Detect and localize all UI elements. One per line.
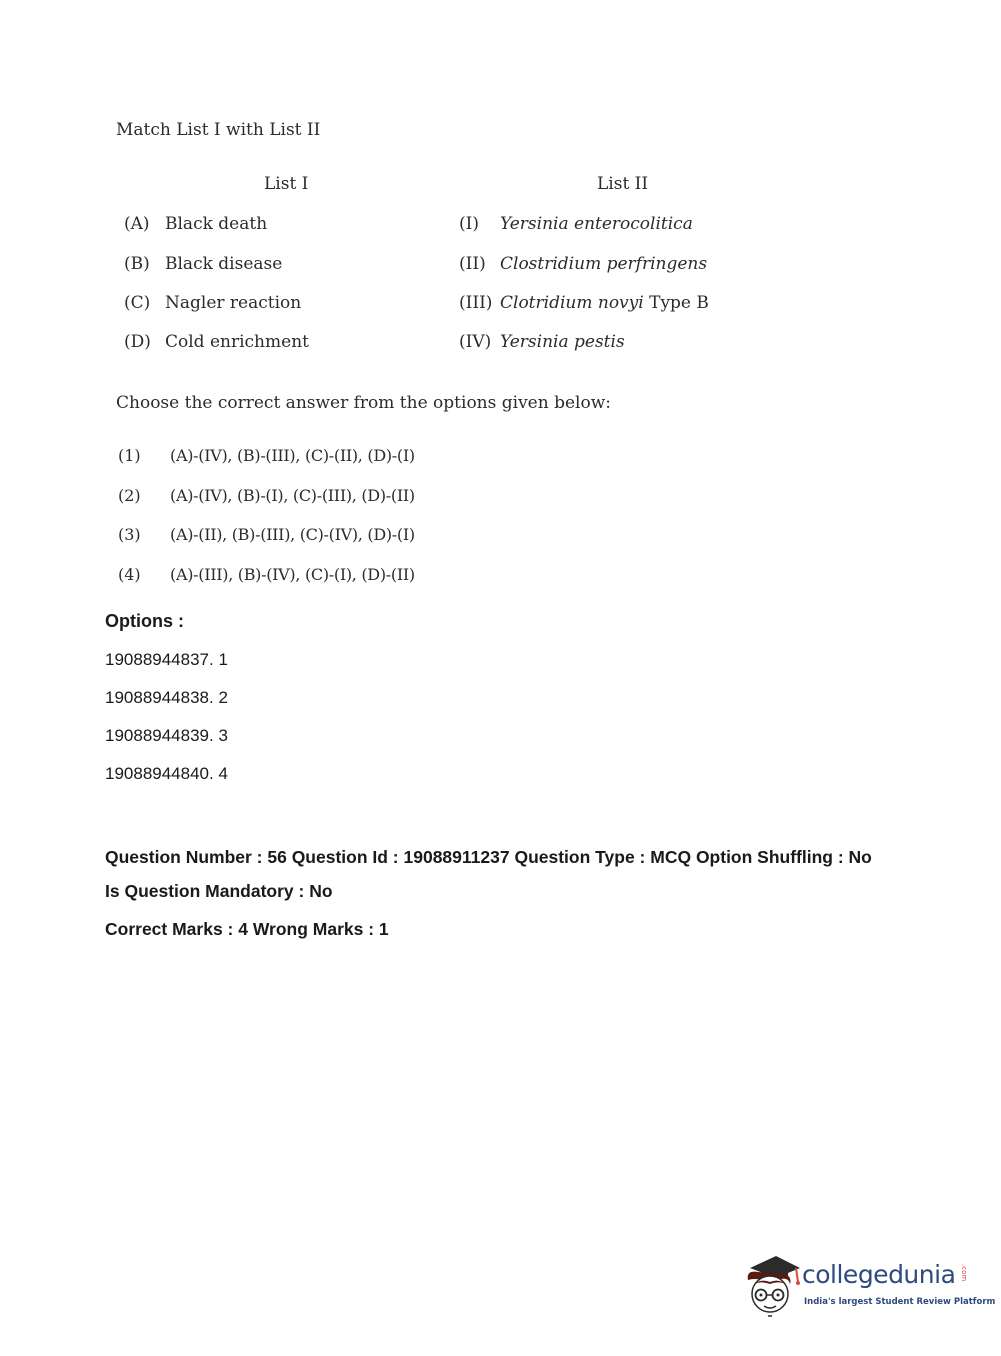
- list1-label: (B): [124, 254, 150, 274]
- mascot-icon: [742, 1250, 802, 1320]
- answer-option-text: (A)-(II), (B)-(III), (C)-(IV), (D)-(I): [170, 525, 415, 544]
- collegedunia-logo: [742, 1250, 996, 1320]
- answer-option-number: (3): [118, 525, 141, 544]
- list2-label: (II): [459, 254, 486, 274]
- question-marks-line: Correct Marks : 4 Wrong Marks : 1: [105, 919, 389, 939]
- list2-label: (III): [459, 293, 493, 313]
- logo-tagline: India's largest Student Review Platform: [804, 1297, 996, 1307]
- options-title: Options :: [105, 611, 184, 631]
- question-meta-line: Question Number : 56 Question Id : 19088911237 Question Type : MCQ Option Shuffling : No: [105, 847, 872, 867]
- list1-item: Black death: [165, 214, 268, 234]
- logo-wordmark: collegedunia: [802, 1260, 956, 1289]
- answer-option-number: (1): [118, 446, 141, 465]
- list2-item-italic: Yersinia pestis: [500, 332, 625, 352]
- answer-option-number: (2): [118, 486, 141, 505]
- option-id-item: 19088944839. 3: [105, 726, 228, 745]
- list1-label: (D): [124, 332, 151, 352]
- answer-option-text: (A)-(IV), (B)-(III), (C)-(II), (D)-(I): [170, 446, 415, 465]
- list2-label: (I): [459, 214, 479, 234]
- list2-item-italic: Clostridium perfringens: [500, 254, 708, 274]
- question-intro: Match List I with List II: [116, 120, 321, 140]
- list2-item: [500, 293, 709, 313]
- answer-option-text: (A)-(III), (B)-(IV), (C)-(I), (D)-(II): [170, 565, 415, 584]
- option-id-item: 19088944840. 4: [105, 764, 228, 783]
- list2-item: [500, 332, 625, 352]
- answer-option-number: (4): [118, 565, 141, 584]
- option-id-item: 19088944837. 1: [105, 650, 228, 669]
- logo-com: .com: [960, 1264, 968, 1282]
- question-mandatory-line: Is Question Mandatory : No: [105, 881, 333, 901]
- list2-heading: List II: [597, 174, 649, 194]
- list1-item: Nagler reaction: [165, 293, 302, 313]
- list2-item-italic: Yersinia enterocolitica: [500, 214, 693, 234]
- list2-item-italic: Clotridium novyi: [500, 293, 644, 313]
- list1-heading: List I: [264, 174, 309, 194]
- list1-item: Black disease: [165, 254, 283, 274]
- answer-option-text: (A)-(IV), (B)-(I), (C)-(III), (D)-(II): [170, 486, 415, 505]
- list2-item: [500, 214, 693, 234]
- list2-label: (IV): [459, 332, 492, 352]
- list1-label: (C): [124, 293, 151, 313]
- list1-item: Cold enrichment: [165, 332, 309, 352]
- list2-item-plain: Type B: [643, 293, 709, 313]
- list2-item: [500, 254, 707, 274]
- choose-instruction: Choose the correct answer from the options given below:: [116, 393, 611, 413]
- option-id-item: 19088944838. 2: [105, 688, 228, 707]
- list1-label: (A): [124, 214, 150, 234]
